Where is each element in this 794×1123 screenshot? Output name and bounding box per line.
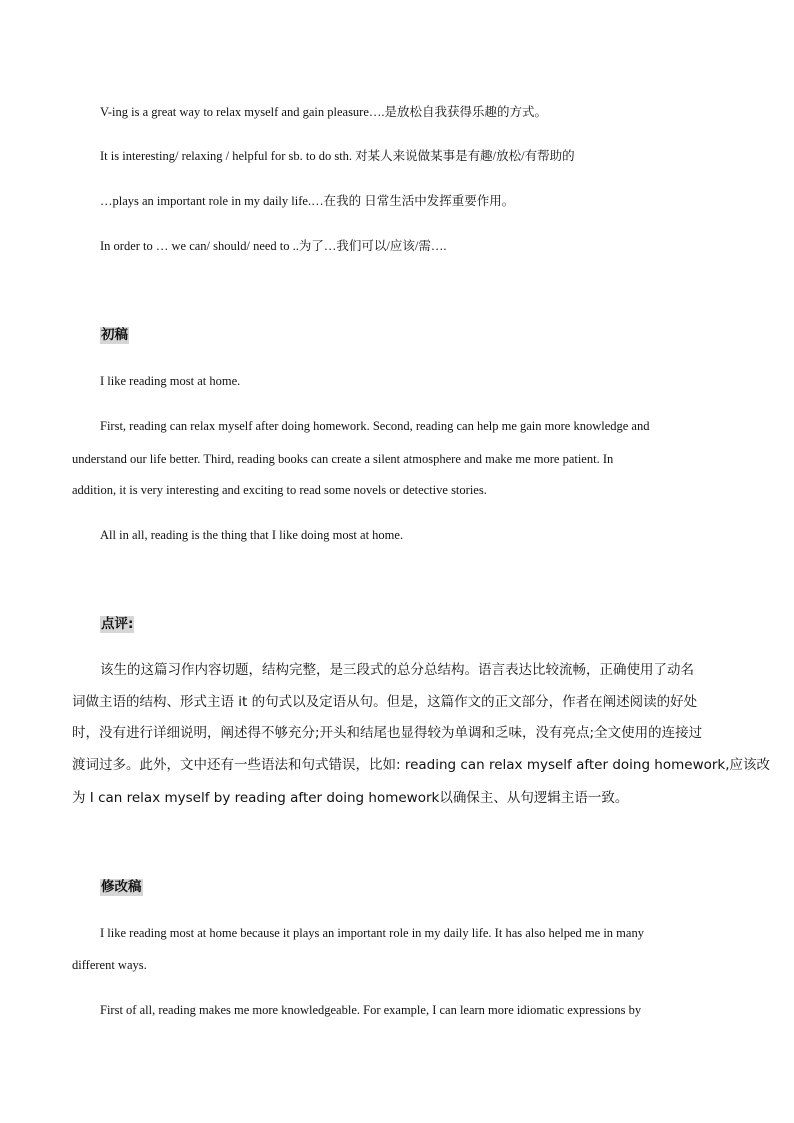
revision-paragraph-2-line-1: First of all, reading makes me more knowledgeable. For example, I can learn more idiomatic expressions by: [100, 1003, 642, 1017]
comment-line-3: 时，没有进行详细说明，阐述得不够充分;开头和结尾也显得较为单调和乏味，没有亮点;全文使用的连接过: [72, 725, 703, 741]
phrase-line-1: V-ing is a great way to relax myself and gain pleasure….是放松自我获得乐趣的方式。: [100, 105, 548, 119]
phrase-line-4: In order to … we can/ should/ need to ..为了…我们可以/应该/需….: [100, 239, 447, 253]
draft-heading: 初稿: [101, 327, 128, 343]
draft-paragraph-1: I like reading most at home.: [100, 374, 241, 388]
comment-line-1: 该生的这篇习作内容切题，结构完整，是三段式的总分总结构。语言表达比较流畅，正确使用了动名: [100, 662, 694, 678]
revision-paragraph-1-line-1: I like reading most at home because it plays an important role in my daily life. It has also helped me in many: [100, 926, 644, 940]
revision-heading: 修改稿: [101, 879, 142, 895]
draft-paragraph-2-line-3: addition, it is very interesting and exciting to read some novels or detective stories.: [72, 483, 487, 497]
draft-paragraph-3: All in all, reading is the thing that I like doing most at home.: [100, 528, 404, 542]
revision-paragraph-1-line-2: different ways.: [72, 958, 147, 972]
comment-line-4: 渡词过多。此外，文中还有一些语法和句式错误，比如: reading can relax myself after doing homework,应该改: [72, 757, 771, 773]
phrase-line-2: It is interesting/ relaxing / helpful for sb. to do sth. 对某人来说做某事是有趣/放松/有帮助的: [100, 149, 575, 163]
comment-line-2: 词做主语的结构、形式主语 it 的句式以及定语从句。但是，这篇作文的正文部分，作者在阐述阅读的好处: [72, 694, 698, 710]
draft-paragraph-2-line-1: First, reading can relax myself after doing homework. Second, reading can help me gain more knowledge and: [100, 419, 650, 433]
phrase-line-3: …plays an important role in my daily life.…在我的 日常生活中发挥重要作用。: [100, 194, 515, 208]
draft-paragraph-2-line-2: understand our life better. Third, reading books can create a silent atmosphere and make me more patient. In: [72, 452, 614, 466]
comment-line-5: 为 I can relax myself by reading after doing homework以确保主、从句逻辑主语一致。: [72, 790, 629, 806]
comment-heading: 点评:: [101, 616, 134, 632]
